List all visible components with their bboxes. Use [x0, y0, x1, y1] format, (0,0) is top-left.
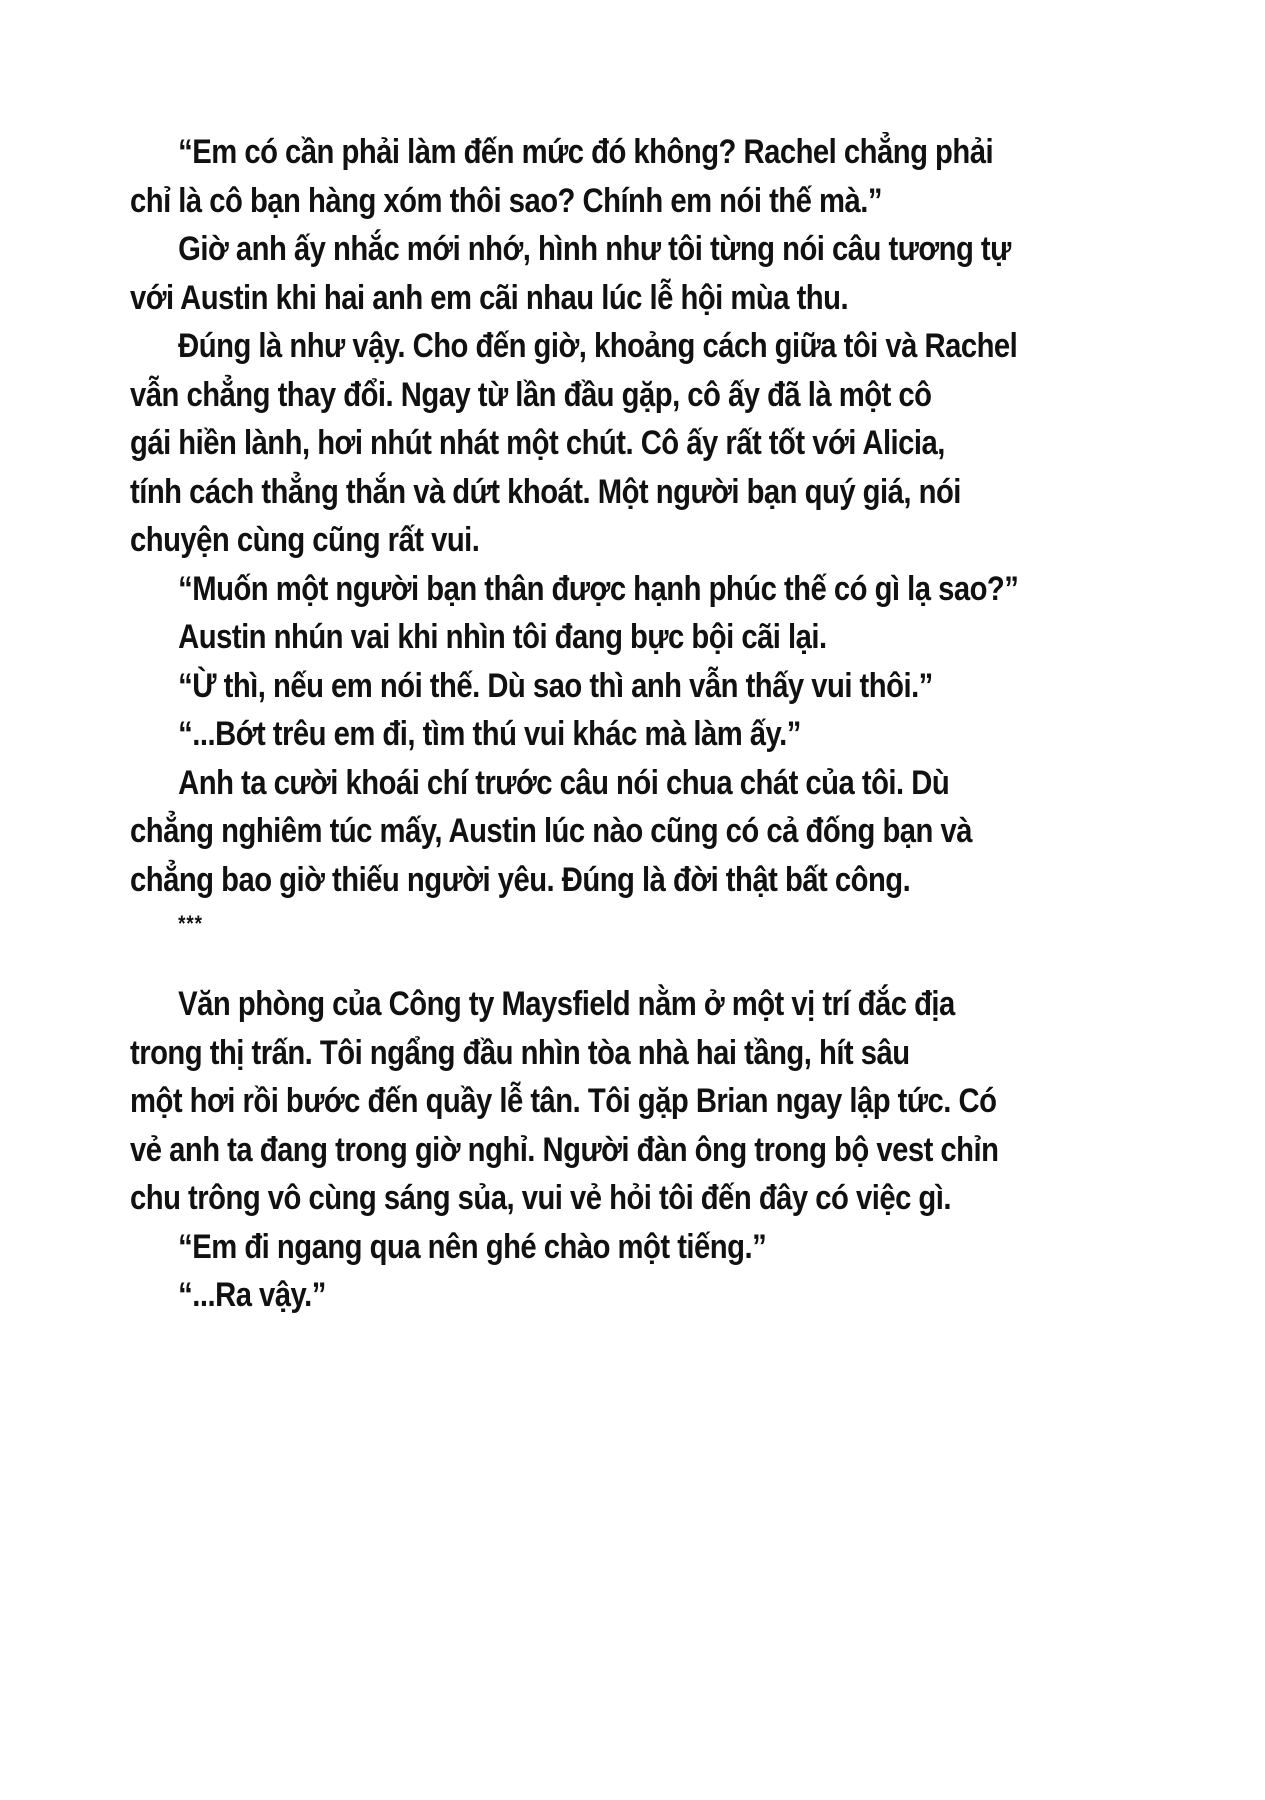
text-line: chẳng bao giờ thiếu người yêu. Đúng là đời thật bất công.: [130, 860, 911, 899]
text-line: chẳng nghiêm túc mấy, Austin lúc nào cũng có cả đống bạn và: [130, 812, 973, 850]
text-line: với Austin khi hai anh em cãi nhau lúc lễ hội mùa thu.: [130, 278, 849, 317]
text-line: vẫn chẳng thay đổi. Ngay từ lần đầu gặp, cô ấy đã là một cô: [130, 375, 932, 414]
text-line: tính cách thẳng thắn và dứt khoát. Một người bạn quý giá, nói: [130, 472, 961, 511]
text-line: vẻ anh ta đang trong giờ nghỉ. Người đàn ông trong bộ vest chỉn: [130, 1130, 999, 1169]
scene-separator: ***: [178, 911, 203, 936]
text-line: Austin nhún vai khi nhìn tôi đang bực bội cãi lại.: [178, 618, 827, 656]
text-line: Đúng là như vậy. Cho đến giờ, khoảng cách giữa tôi và Rachel: [178, 327, 1018, 365]
text-line: trong thị trấn. Tôi ngẩng đầu nhìn tòa nhà hai tầng, hít sâu: [130, 1033, 910, 1072]
text-line: “Ừ thì, nếu em nói thế. Dù sao thì anh vẫn thấy vui thôi.”: [178, 666, 933, 705]
text-line: gái hiền lành, hơi nhút nhát một chút. Cô ấy rất tốt với Alicia,: [130, 424, 945, 462]
text-line: chu trông vô cùng sáng sủa, vui vẻ hỏi tôi đến đây có việc gì.: [130, 1179, 952, 1217]
text-line: Anh ta cười khoái chí trước câu nói chua chát của tôi. Dù: [178, 763, 950, 802]
text-line: “...Bớt trêu em đi, tìm thú vui khác mà làm ấy.”: [178, 715, 801, 753]
text-line: “Muốn một người bạn thân được hạnh phúc thế có gì lạ sao?”: [178, 569, 1019, 608]
document-page: [130, 128, 1019, 1320]
text-line: chỉ là cô bạn hàng xóm thôi sao? Chính em nói thế mà.”: [130, 181, 882, 220]
text-line: “...Ra vậy.”: [178, 1276, 326, 1314]
text-line: một hơi rồi bước đến quầy lễ tân. Tôi gặp Brian ngay lập tức. Có: [130, 1082, 997, 1120]
text-line: Giờ anh ấy nhắc mới nhớ, hình như tôi từng nói câu tương tự: [178, 230, 1011, 268]
text-line: “Em đi ngang qua nên ghé chào một tiếng.”: [178, 1227, 767, 1266]
text-line: chuyện cùng cũng rất vui.: [130, 521, 480, 559]
spacer: [130, 944, 999, 980]
text-line: Văn phòng của Công ty Maysfield nằm ở một vị trí đắc địa: [178, 985, 955, 1023]
text-line: “Em có cần phải làm đến mức đó không? Rachel chẳng phải: [178, 133, 994, 171]
